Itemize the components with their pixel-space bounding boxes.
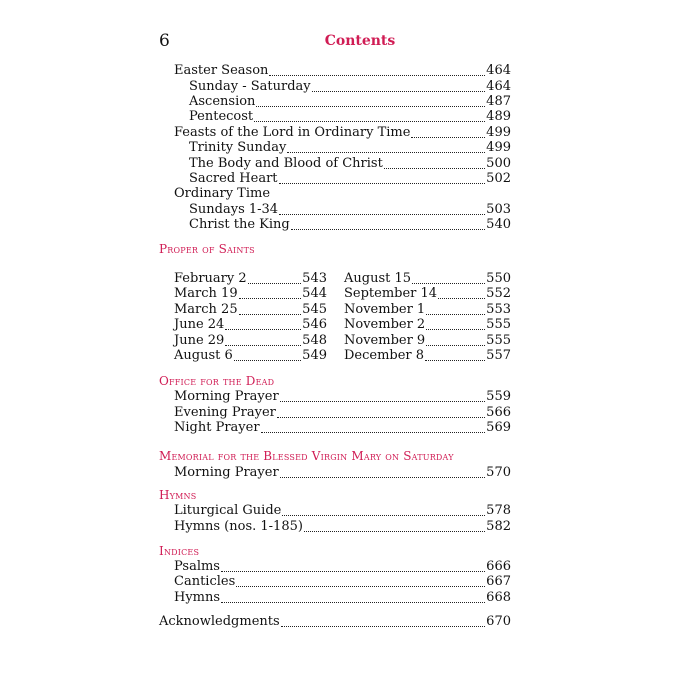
saints-entry-left xyxy=(174,333,327,349)
toc-page: 578 xyxy=(486,503,511,518)
toc-page: 548 xyxy=(302,333,327,348)
dot-leader xyxy=(384,168,485,169)
section-title-proper-of-saints: Proper of Saints xyxy=(159,242,255,256)
toc-entry xyxy=(189,217,511,233)
toc-page: 546 xyxy=(302,317,327,332)
toc-label: November 1 xyxy=(344,302,426,317)
dot-leader xyxy=(280,401,485,402)
dot-leader xyxy=(239,314,302,315)
dot-leader xyxy=(261,432,486,433)
dot-leader xyxy=(254,121,485,122)
toc-label: September 14 xyxy=(344,286,438,301)
toc-entry-acknowledgments xyxy=(159,614,511,630)
toc-entry xyxy=(174,519,511,535)
dot-leader xyxy=(312,91,486,92)
toc-entry xyxy=(174,389,511,405)
toc-page: 553 xyxy=(486,302,511,317)
toc-page: 487 xyxy=(486,94,511,109)
saints-entry-left xyxy=(174,302,327,318)
dot-leader xyxy=(269,75,485,76)
saints-entry-left xyxy=(174,271,327,287)
toc-label: Easter Season xyxy=(174,63,269,78)
toc-label: Ascension xyxy=(189,94,256,109)
toc-label: The Body and Blood of Christ xyxy=(189,156,383,171)
toc-heading-ordinary-time: Ordinary Time xyxy=(174,186,271,201)
dot-leader xyxy=(239,298,302,299)
toc-entry xyxy=(189,156,511,172)
dot-leader xyxy=(438,298,485,299)
saints-entry-left xyxy=(174,286,327,302)
dot-leader xyxy=(426,314,485,315)
toc-page: 543 xyxy=(302,271,327,286)
toc-page: 545 xyxy=(302,302,327,317)
toc-entry-easter-season xyxy=(174,63,511,79)
toc-label: Trinity Sunday xyxy=(189,140,287,155)
toc-label: Sundays 1-34 xyxy=(189,202,279,217)
toc-label: Psalms xyxy=(174,559,220,574)
dot-leader xyxy=(279,183,486,184)
section-title-indices: Indices xyxy=(159,544,200,558)
dot-leader xyxy=(256,106,485,107)
toc-page: 544 xyxy=(302,286,327,301)
toc-label: November 2 xyxy=(344,317,426,332)
toc-label: Morning Prayer xyxy=(174,389,279,404)
toc-label: Morning Prayer xyxy=(174,465,279,480)
dot-leader xyxy=(412,283,485,284)
dot-leader xyxy=(225,345,301,346)
toc-label: Hymns (nos. 1-185) xyxy=(174,519,303,534)
toc-entry xyxy=(174,405,511,421)
saints-entry-right xyxy=(344,286,511,302)
dot-leader xyxy=(225,329,301,330)
toc-label: June 29 xyxy=(174,333,225,348)
toc-page: 555 xyxy=(486,317,511,332)
saints-entry-right xyxy=(344,317,511,333)
dot-leader xyxy=(221,571,485,572)
toc-entry xyxy=(189,171,511,187)
toc-entry xyxy=(174,559,511,575)
toc-label: Feasts of the Lord in Ordinary Time xyxy=(174,125,411,140)
toc-page: 499 xyxy=(486,125,511,140)
toc-page: 668 xyxy=(486,590,511,605)
toc-page: 557 xyxy=(486,348,511,363)
toc-label: December 8 xyxy=(344,348,425,363)
toc-page: 464 xyxy=(486,63,511,78)
toc-page: 489 xyxy=(486,109,511,124)
toc-label: Sunday - Saturday xyxy=(189,79,311,94)
page-title: Contents xyxy=(324,33,396,49)
toc-label: February 2 xyxy=(174,271,247,286)
toc-label: Evening Prayer xyxy=(174,405,276,420)
toc-entry xyxy=(174,503,511,519)
dot-leader xyxy=(426,345,485,346)
dot-leader xyxy=(287,152,485,153)
toc-label: March 25 xyxy=(174,302,238,317)
toc-page: 549 xyxy=(302,348,327,363)
page-number: 6 xyxy=(159,31,170,51)
saints-entry-right xyxy=(344,333,511,349)
toc-page: 666 xyxy=(486,559,511,574)
toc-page: 555 xyxy=(486,333,511,348)
toc-page: 502 xyxy=(486,171,511,186)
toc-label: November 9 xyxy=(344,333,426,348)
toc-label: March 19 xyxy=(174,286,238,301)
section-title-memorial: Memorial for the Blessed Virgin Mary on Saturday xyxy=(159,449,454,463)
toc-entry-feasts xyxy=(174,125,511,141)
toc-page: 464 xyxy=(486,79,511,94)
section-title-office-for-the-dead: Office for the Dead xyxy=(159,374,275,388)
dot-leader xyxy=(280,477,485,478)
dot-leader xyxy=(411,137,485,138)
toc-page: 552 xyxy=(486,286,511,301)
toc-label: Hymns xyxy=(174,590,221,605)
dot-leader xyxy=(425,360,485,361)
dot-leader xyxy=(282,515,485,516)
toc-entry xyxy=(174,590,511,606)
toc-page: 540 xyxy=(486,217,511,232)
saints-entry-right xyxy=(344,302,511,318)
toc-page: 566 xyxy=(486,405,511,420)
saints-entry-left xyxy=(174,348,327,364)
toc-entry xyxy=(189,79,511,95)
dot-leader xyxy=(291,229,485,230)
toc-page: 500 xyxy=(486,156,511,171)
dot-leader xyxy=(277,417,485,418)
toc-page: 499 xyxy=(486,140,511,155)
dot-leader xyxy=(304,531,485,532)
toc-label: Pentecost xyxy=(189,109,254,124)
toc-label: June 24 xyxy=(174,317,225,332)
dot-leader xyxy=(236,586,485,587)
toc-entry xyxy=(189,109,511,125)
toc-page: 670 xyxy=(486,614,511,629)
saints-entry-right xyxy=(344,348,511,364)
toc-entry xyxy=(174,420,511,436)
toc-label: Canticles xyxy=(174,574,236,589)
toc-label: Night Prayer xyxy=(174,420,260,435)
toc-label: August 6 xyxy=(174,348,233,363)
toc-label: Christ the King xyxy=(189,217,290,232)
toc-page: 550 xyxy=(486,271,511,286)
dot-leader xyxy=(426,329,485,330)
toc-page: 559 xyxy=(486,389,511,404)
toc-page: 582 xyxy=(486,519,511,534)
toc-page: 503 xyxy=(486,202,511,217)
dot-leader xyxy=(234,360,301,361)
toc-entry xyxy=(189,94,511,110)
toc-label: August 15 xyxy=(344,271,412,286)
toc-label: Liturgical Guide xyxy=(174,503,282,518)
toc-label: Sacred Heart xyxy=(189,171,278,186)
toc-entry xyxy=(189,140,511,156)
toc-page: 569 xyxy=(486,420,511,435)
toc-entry xyxy=(174,465,511,481)
dot-leader xyxy=(281,626,486,627)
toc-entry xyxy=(174,574,511,590)
toc-entry xyxy=(189,202,511,218)
saints-entry-right xyxy=(344,271,511,287)
section-title-hymns: Hymns xyxy=(159,488,197,502)
dot-leader xyxy=(279,214,485,215)
saints-entry-left xyxy=(174,317,327,333)
toc-page: 667 xyxy=(486,574,511,589)
dot-leader xyxy=(248,283,302,284)
dot-leader xyxy=(221,602,485,603)
toc-label: Acknowledgments xyxy=(159,614,280,629)
toc-page: 570 xyxy=(486,465,511,480)
